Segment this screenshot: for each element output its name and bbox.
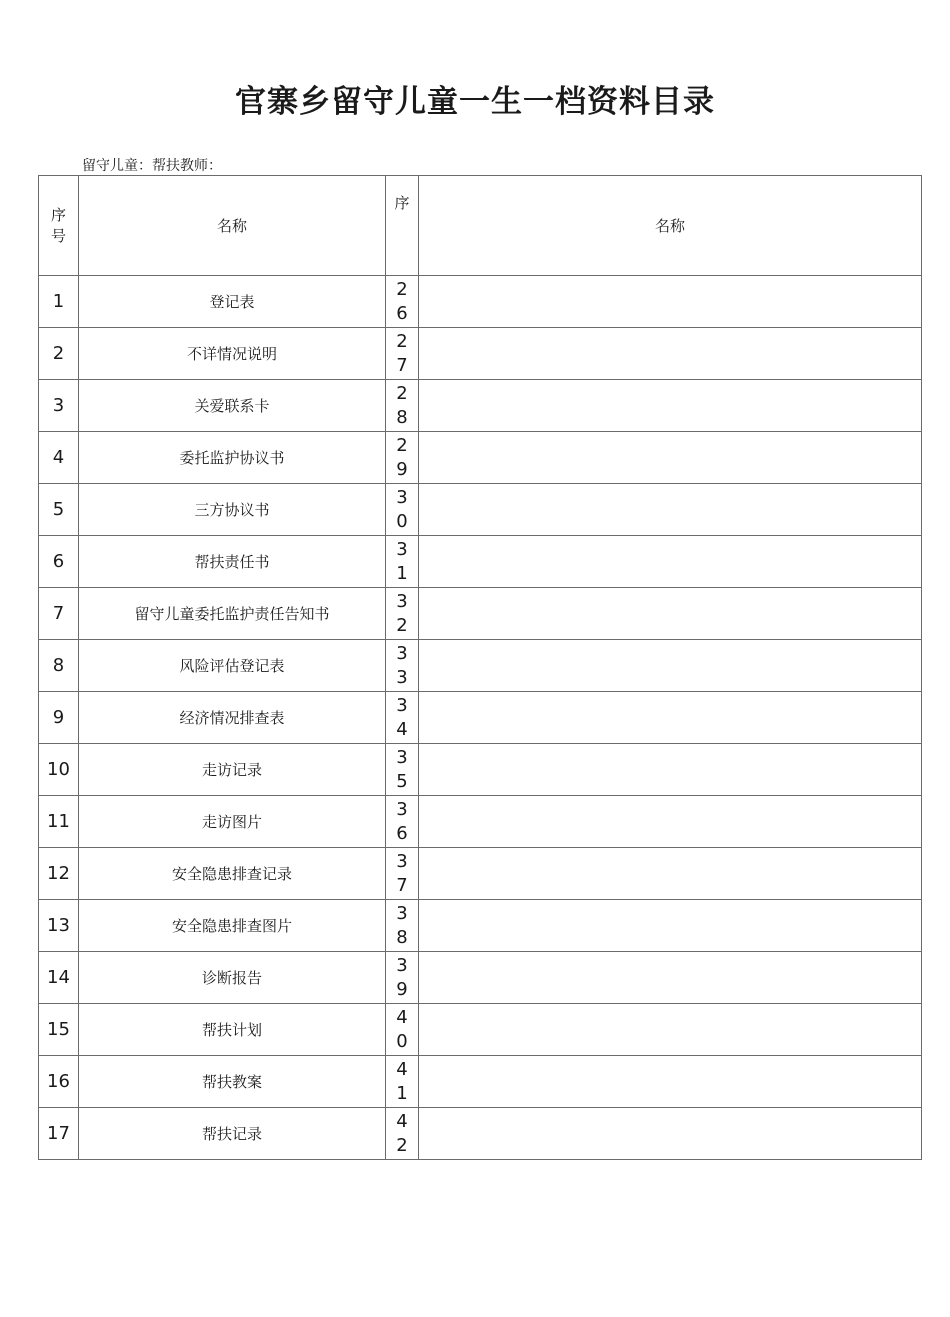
row-item-name-right [419,536,922,588]
row-number-right-digit: 2 [396,434,408,456]
row-item-name: 三方协议书 [79,484,386,536]
table-row [39,692,922,744]
row-number-right-digit: 4 [396,1058,408,1080]
row-item-name: 走访记录 [79,744,386,796]
row-number-right-digit: 6 [396,302,408,324]
row-item-name-right [419,328,922,380]
row-number-right-digit: 2 [396,330,408,352]
row-number-right-digit: 9 [396,978,408,1000]
row-item-name: 安全隐患排查图片 [79,900,386,952]
row-number-right-digit: 1 [396,1082,408,1104]
row-number: 6 [39,536,79,588]
row-number-right-digit: 3 [396,954,408,976]
row-number: 9 [39,692,79,744]
header-seq-left-char-2: 号 [50,226,66,245]
row-number-right-digit: 4 [396,1006,408,1028]
row-number-right-digit: 3 [396,746,408,768]
table-row [39,1108,922,1160]
row-number-right-digit: 5 [396,770,408,792]
table-header-row [39,176,922,276]
row-number-right-digit: 4 [396,1110,408,1132]
row-item-name: 留守儿童委托监护责任告知书 [79,588,386,640]
table-row [39,796,922,848]
row-item-name: 帮扶记录 [79,1108,386,1160]
row-number-right [386,484,419,536]
row-number-right-digit: 3 [396,798,408,820]
directory-table [38,175,922,1160]
row-number-right-digit: 2 [396,1134,408,1156]
row-item-name: 登记表 [79,276,386,328]
row-number-right-digit: 3 [396,902,408,924]
row-number: 12 [39,848,79,900]
row-item-name: 帮扶计划 [79,1004,386,1056]
row-number-right [386,328,419,380]
header-name-left: 名称 [79,176,386,276]
row-number-right-digit: 3 [396,850,408,872]
row-number-right [386,692,419,744]
row-item-name-right [419,848,922,900]
row-number-right-digit: 8 [396,406,408,428]
row-item-name-right [419,796,922,848]
row-number-right-digit: 1 [396,562,408,584]
row-item-name: 委托监护协议书 [79,432,386,484]
row-item-name-right [419,1056,922,1108]
table-row [39,640,922,692]
row-number-right-digit: 2 [396,382,408,404]
row-item-name-right [419,640,922,692]
table-row [39,952,922,1004]
row-number-right [386,900,419,952]
row-number-right [386,432,419,484]
row-item-name-right [419,744,922,796]
row-number-right-digit: 7 [396,874,408,896]
row-number-right [386,380,419,432]
table-row [39,1056,922,1108]
row-number: 8 [39,640,79,692]
row-number-right [386,744,419,796]
table-row [39,380,922,432]
row-number: 13 [39,900,79,952]
row-number: 17 [39,1108,79,1160]
row-number-right-digit: 3 [396,694,408,716]
row-number-right-digit: 0 [396,510,408,532]
row-number-right [386,1108,419,1160]
row-number: 1 [39,276,79,328]
row-item-name: 风险评估登记表 [79,640,386,692]
row-number: 14 [39,952,79,1004]
row-number-right-digit: 3 [396,666,408,688]
row-number-right [386,276,419,328]
row-number-right-digit: 4 [396,718,408,740]
row-number-right-digit: 3 [396,590,408,612]
row-number: 11 [39,796,79,848]
row-number-right-digit: 7 [396,354,408,376]
row-number-right-digit: 0 [396,1030,408,1052]
row-number-right [386,588,419,640]
row-item-name-right [419,380,922,432]
header-seq-left-char-1: 序 [50,205,66,224]
row-number-right [386,796,419,848]
row-number-right-digit: 3 [396,538,408,560]
row-item-name-right [419,1004,922,1056]
table-row [39,276,922,328]
row-item-name-right [419,952,922,1004]
row-item-name: 经济情况排查表 [79,692,386,744]
row-item-name: 帮扶教案 [79,1056,386,1108]
row-number-right-digit: 8 [396,926,408,948]
row-number: 5 [39,484,79,536]
table-row [39,588,922,640]
row-number: 15 [39,1004,79,1056]
table-row [39,848,922,900]
row-item-name-right [419,1108,922,1160]
row-number-right-digit: 6 [396,822,408,844]
table-row [39,536,922,588]
table-row [39,432,922,484]
row-number: 4 [39,432,79,484]
row-number: 3 [39,380,79,432]
table-row [39,484,922,536]
row-number: 10 [39,744,79,796]
row-item-name: 帮扶责任书 [79,536,386,588]
row-number: 16 [39,1056,79,1108]
row-number-right-digit: 9 [396,458,408,480]
page-title: 官寨乡留守儿童一生一档资料目录 [235,84,715,120]
row-item-name: 诊断报告 [79,952,386,1004]
row-number-right-digit: 3 [396,486,408,508]
table-row [39,900,922,952]
row-number-right [386,640,419,692]
row-item-name: 安全隐患排查记录 [79,848,386,900]
row-number: 7 [39,588,79,640]
row-number-right [386,1004,419,1056]
row-item-name-right [419,900,922,952]
row-number-right-digit: 2 [396,278,408,300]
row-item-name-right [419,588,922,640]
table-row [39,1004,922,1056]
row-item-name-right [419,484,922,536]
student-teacher-line: 留守儿童：帮扶教师： [82,158,222,174]
row-item-name-right [419,276,922,328]
header-name-right: 名称 [419,176,922,276]
row-item-name-right [419,692,922,744]
row-item-name: 走访图片 [79,796,386,848]
row-item-name-right [419,432,922,484]
row-item-name: 关爱联系卡 [79,380,386,432]
row-number-right-digit: 3 [396,642,408,664]
table-row [39,328,922,380]
row-number-right [386,952,419,1004]
row-number-right-digit: 2 [396,614,408,636]
header-seq-left [39,176,79,276]
header-seq-right: 序 [386,176,419,276]
row-number: 2 [39,328,79,380]
row-item-name: 不详情况说明 [79,328,386,380]
row-number-right [386,848,419,900]
table-row [39,744,922,796]
row-number-right [386,536,419,588]
row-number-right [386,1056,419,1108]
